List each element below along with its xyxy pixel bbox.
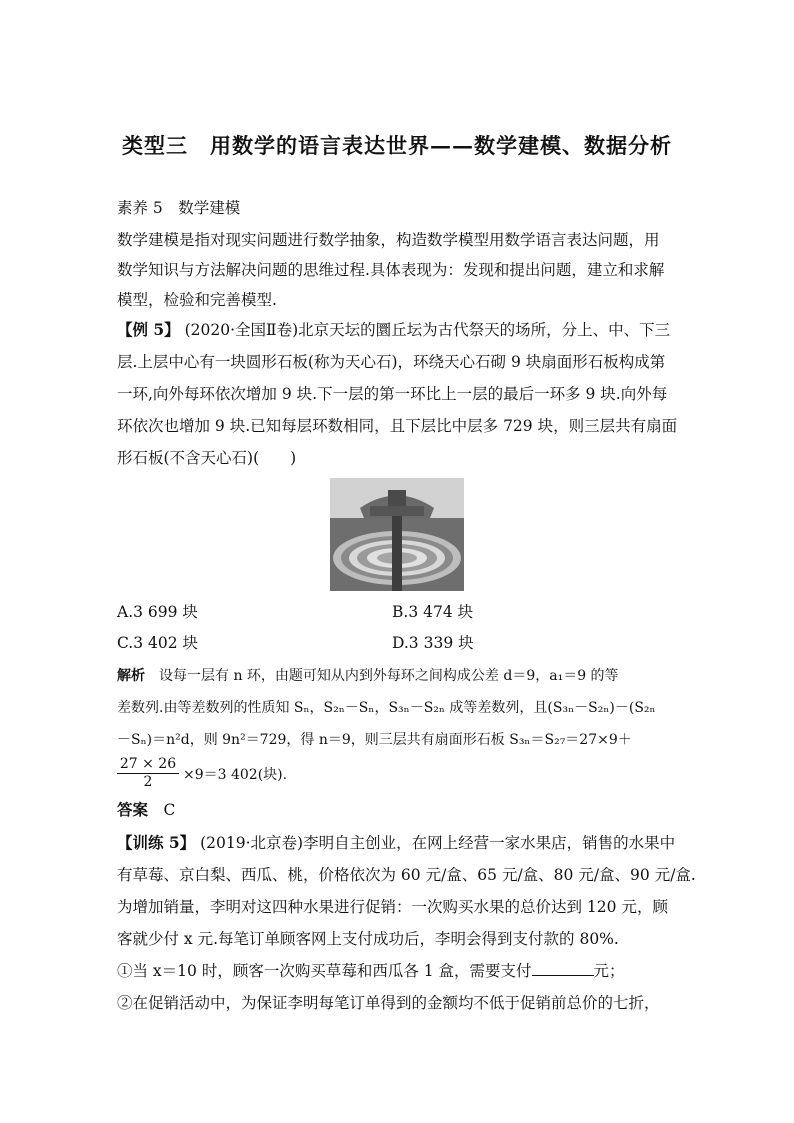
choice-d: D.3 339 块	[392, 634, 474, 652]
fraction-denominator: 2	[143, 774, 153, 790]
solution-text-1: 设每一层有 n 环，由题可知从内到外每环之间构成公差 d＝9，a₁＝9 的等	[159, 668, 619, 684]
solution-line-1	[117, 662, 687, 690]
page-title: 类型三 用数学的语言表达世界——数学建模、数据分析	[122, 133, 672, 158]
question-1-suffix: 元；	[593, 962, 625, 980]
training-text-1: (2019·北京卷)李明自主创业，在网上经营一家水果店，销售的水果中	[195, 834, 676, 852]
training-question-2: ②在促销活动中，为保证李明每笔订单得到的金额均不低于促销前总价的七折，	[117, 994, 660, 1012]
question-1-prefix: ①当 x＝10 时，顾客一次购买草莓和西瓜各 1 盒，需要支付	[117, 962, 532, 980]
solution-line-3: －Sₙ)＝n²d，则 9n²＝729，得 n＝9，则三层共有扇面形石板 S₃ₙ＝S₂₇＝27×9＋	[117, 732, 632, 748]
answer-value: C	[163, 801, 176, 819]
solution-line-4: ×9＝3 402(块).	[183, 767, 288, 783]
example-line-5: 形石板(不含天心石)( )	[117, 449, 297, 467]
training-line-2: 有草莓、京白梨、西瓜、桃，价格依次为 60 元/盒、65 元/盒、80 元/盒、90 元/盒.	[117, 866, 696, 884]
example-line-4: 环依次也增加 9 块.已知每层环数相同，且下层比中层多 729 块，则三层共有扇面	[117, 417, 678, 435]
choice-c: C.3 402 块	[117, 634, 199, 652]
training-tag: 【训练 5】	[117, 833, 196, 852]
example-tag: 【例 5】	[117, 320, 180, 339]
fraction-numerator: 27 × 26	[117, 756, 179, 774]
intro-line-1: 数学建模是指对现实问题进行数学抽象，构造数学模型用数学语言表达问题，用	[117, 231, 660, 249]
answer-line	[117, 796, 687, 824]
example-line-2: 层.上层中心有一块圆形石板(称为天心石)，环绕天心石砌 9 块扇面形石板构成第	[117, 353, 666, 371]
temple-of-heaven-photo	[330, 478, 464, 591]
answer-blank[interactable]	[532, 961, 594, 976]
solution-line-2: 差数列.由等差数列的性质知 Sₙ，S₂ₙ－Sₙ，S₃ₙ－S₂ₙ 成等差数列，且(S₃ₙ－S₂ₙ)－(S₂ₙ	[117, 700, 656, 716]
training-line-1	[117, 829, 687, 857]
example-line-3: 一环,向外每环依次增加 9 块.下一层的第一环比上一层的最后一环多 9 块.向外每	[117, 385, 668, 403]
intro-line-2: 数学知识与方法解决问题的思维过程.具体表现为：发现和提出问题，建立和求解	[117, 261, 665, 279]
section-heading: 素养 5 数学建模	[117, 199, 241, 217]
training-question-1	[117, 957, 687, 985]
training-line-3: 为增加销量，李明对这四种水果进行促销：一次购买水果的总价达到 120 元，顾	[117, 898, 668, 916]
intro-line-3: 模型，检验和完善模型.	[117, 291, 277, 309]
answer-label: 答案	[117, 800, 149, 819]
example-text-1: (2020·全国Ⅱ卷)北京天坛的圜丘坛为古代祭天的场所，分上、中、下三	[179, 321, 671, 339]
example-line-1	[117, 316, 687, 344]
solution-fraction	[117, 756, 179, 791]
solution-label: 解析	[117, 668, 145, 684]
choice-a: A.3 699 块	[117, 603, 198, 621]
training-line-4: 客就少付 x 元.每笔订单顾客网上支付成功后，李明会得到支付款的 80%.	[117, 930, 619, 948]
choice-b: B.3 474 块	[392, 603, 474, 621]
